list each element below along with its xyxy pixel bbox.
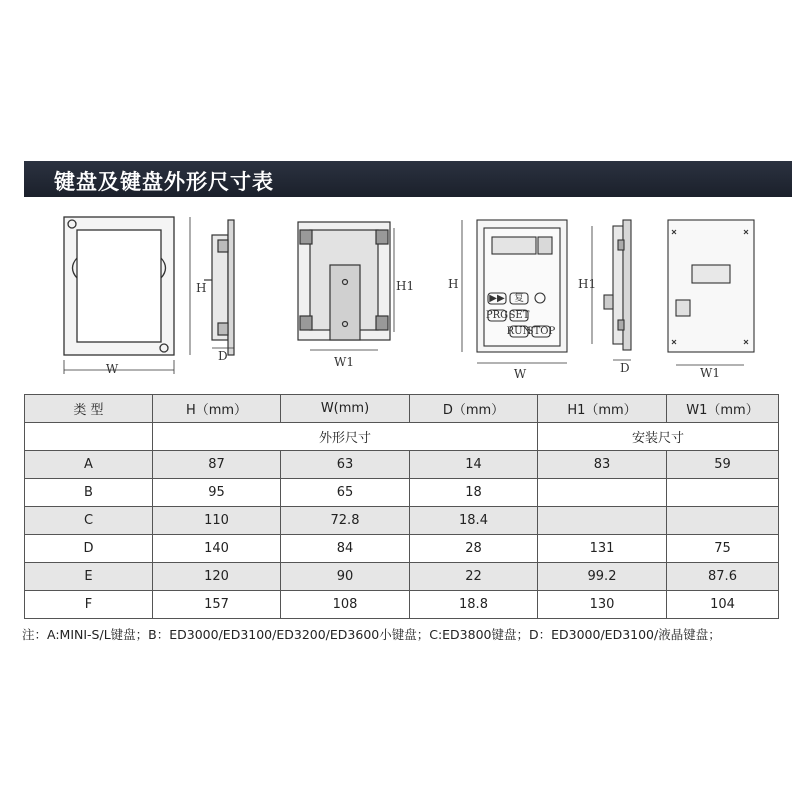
table-row [25,591,779,619]
footnote: 注：A:MINI-S/L键盘；B：ED3000/ED3100/ED3200/ED3600小键盘；C:ED3800键盘；D：ED3000/ED3100/液晶键盘； [22,627,721,642]
table-row [25,451,779,479]
cell-h1: 130 [538,591,667,619]
cell-h: 95 [153,479,281,507]
cell-h1 [538,479,667,507]
group-empty-cell [25,423,153,451]
cell-h1: 131 [538,535,667,563]
drawings-svg [0,200,800,390]
table-row [25,479,779,507]
fig4-key-fu: 复 [514,293,524,304]
fig4-key-ff: ▶▶ [489,293,505,304]
cell-type: C [25,507,153,535]
cell-type: A [25,451,153,479]
fig1-keyboard-front [64,217,190,374]
cell-h1: 83 [538,451,667,479]
header-w1: W1（mm） [667,395,779,423]
group-outer-dimensions: 外形尺寸 [153,423,538,451]
cell-h: 157 [153,591,281,619]
table-group-row [25,423,779,451]
header-type: 类 型 [25,395,153,423]
cell-h: 140 [153,535,281,563]
fig2-d-label: D [218,349,228,363]
fig3-h1-label: H1 [396,279,415,293]
cell-h: 120 [153,563,281,591]
cell-h: 110 [153,507,281,535]
cell-type: F [25,591,153,619]
cell-w1: 104 [667,591,779,619]
cell-w: 90 [281,563,410,591]
cell-w: 63 [281,451,410,479]
fig5-lcd-keypad-side [592,220,631,360]
dimension-table [24,394,779,619]
cell-d: 14 [410,451,538,479]
fig4-w-label: W [513,367,527,381]
header-w: W(mm) [281,395,410,423]
cell-w1 [667,507,779,535]
cell-type: E [25,563,153,591]
page-title: 键盘及键盘外形尺寸表 [54,170,274,194]
table-row [25,563,779,591]
cell-h: 87 [153,451,281,479]
fig4-lcd-keypad-front [462,220,567,363]
cell-w: 72.8 [281,507,410,535]
fig3-mounting-bracket [298,222,394,350]
fig1-h-label: H [196,281,207,295]
cell-d: 28 [410,535,538,563]
cell-w: 108 [281,591,410,619]
fig1-w-label: W [105,362,119,376]
cell-w: 84 [281,535,410,563]
cell-type: D [25,535,153,563]
cell-w1: 59 [667,451,779,479]
cell-d: 18 [410,479,538,507]
fig4-key-set: SET [508,310,530,321]
fig4-key-run: RUN [506,326,532,337]
fig4-key-stop: STOP [526,326,556,337]
fig4-h-label: H [448,277,459,291]
table-row [25,535,779,563]
cell-type: B [25,479,153,507]
fig2-keyboard-side [204,220,234,355]
cell-d: 22 [410,563,538,591]
cell-w1 [667,479,779,507]
title-bar [24,161,792,197]
group-install-dimensions: 安装尺寸 [538,423,779,451]
fig5-d-label: D [620,361,630,375]
header-h1: H1（mm） [538,395,667,423]
fig6-w1-label: W1 [700,366,720,380]
fig6-lcd-keypad-back [668,220,754,365]
table-header-row [25,395,779,423]
header-h: H（mm） [153,395,281,423]
fig5-h1-label: H1 [578,277,597,291]
dimension-drawings [0,200,800,390]
cell-w: 65 [281,479,410,507]
fig4-key-prg: PRG [485,310,509,321]
cell-d: 18.4 [410,507,538,535]
fig3-w1-label: W1 [334,355,354,369]
table-row [25,507,779,535]
cell-w1: 87.6 [667,563,779,591]
cell-w1: 75 [667,535,779,563]
cell-h1: 99.2 [538,563,667,591]
cell-h1 [538,507,667,535]
cell-d: 18.8 [410,591,538,619]
header-d: D（mm） [410,395,538,423]
